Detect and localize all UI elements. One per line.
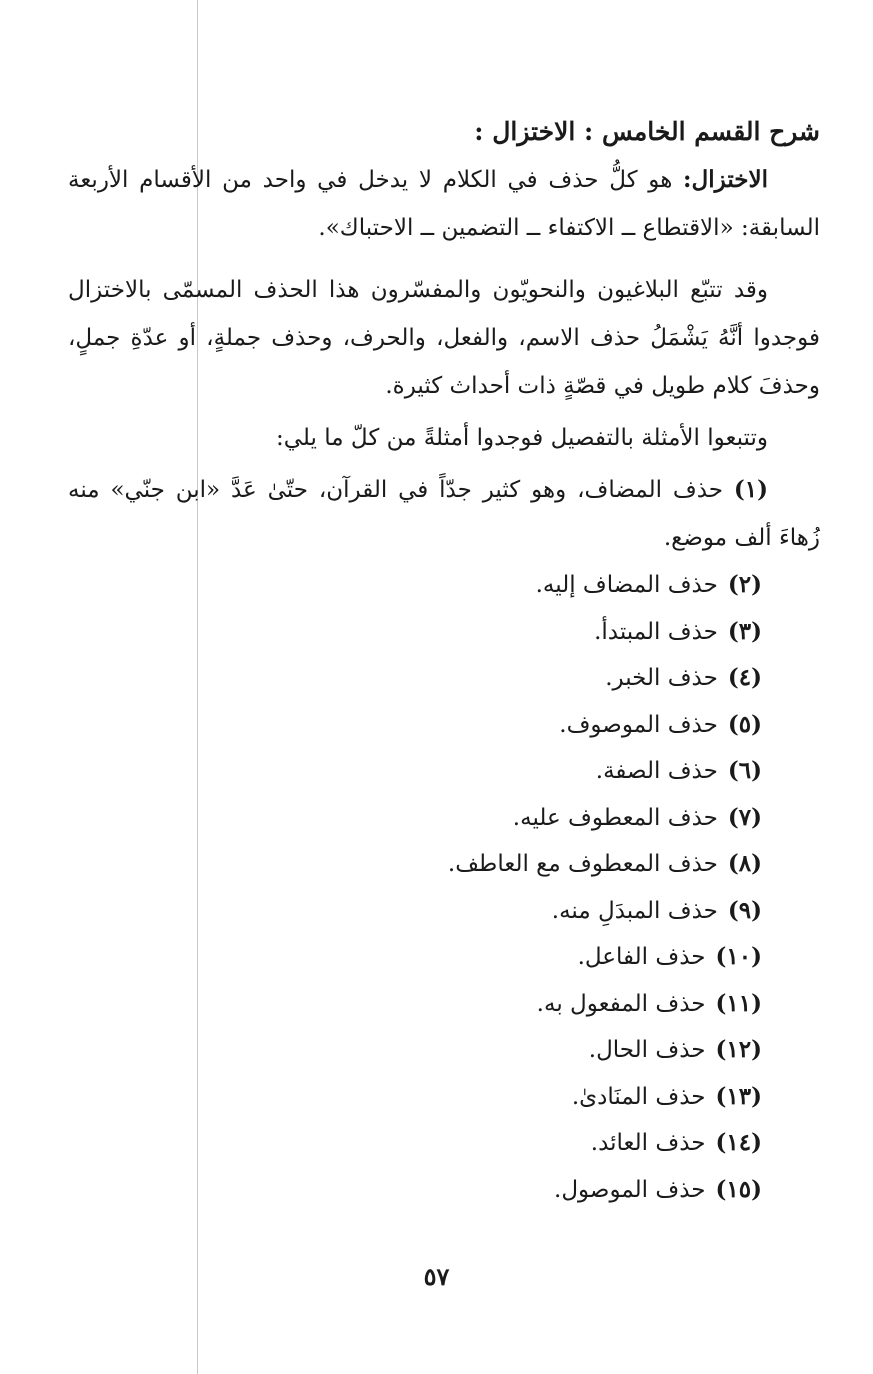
list-item-number: (٥) xyxy=(727,710,762,738)
list-item-text: حذف الحال. xyxy=(588,1037,706,1063)
list-item-number: (١٥) xyxy=(715,1175,762,1203)
list-item-number: (٦) xyxy=(727,757,762,784)
page-content xyxy=(68,108,820,1213)
list-item-text: حذف المفعول به. xyxy=(536,990,706,1017)
list-item-text: حذف الفاعل. xyxy=(577,944,706,970)
list-item-number: (٤) xyxy=(727,664,762,691)
list-item-number: (٣) xyxy=(727,617,762,645)
list-item-text: حذف المبتدأ. xyxy=(594,618,718,645)
list-item-text: حذف المعطوف عليه. xyxy=(512,804,718,831)
list-item xyxy=(68,562,762,609)
list-item xyxy=(68,1120,762,1167)
list-item-number: (٨) xyxy=(727,850,762,877)
list-item xyxy=(68,981,762,1028)
list-item xyxy=(68,1074,762,1121)
list-item-text: حذف الصفة. xyxy=(595,758,718,784)
list-item-text: حذف الخبر. xyxy=(605,665,718,691)
list-item xyxy=(68,748,762,795)
page-number: ٥٧ xyxy=(423,1262,450,1291)
list-item-first xyxy=(68,466,820,562)
list-item-number: (٩) xyxy=(727,896,762,924)
list-item-number: (١٣) xyxy=(715,1082,762,1110)
list-item-number: (١٤) xyxy=(715,1129,762,1156)
list-item-text: حذف المبدَلِ منه. xyxy=(551,897,718,924)
list-item-text: حذف المعطوف مع العاطف. xyxy=(447,851,718,877)
list-item-number: (١٢) xyxy=(715,1036,762,1063)
list-item xyxy=(68,1167,762,1214)
definition-text: هو كلُّ حذف في الكلام لا يدخل في واحد من الأقسام الأربعة السابقة: «الاقتطاع ــ الاكتفاء ــ التضمين ــ الاحتباك». xyxy=(68,167,820,241)
list-item-number: (١١) xyxy=(715,989,762,1017)
definition-paragraph xyxy=(68,156,820,252)
list-item xyxy=(68,655,762,702)
list-item xyxy=(68,934,762,981)
list-item xyxy=(68,888,762,935)
list-item xyxy=(68,1027,762,1074)
list-item xyxy=(68,609,762,656)
omission-list xyxy=(68,562,820,1213)
definition-term: الاختزال: xyxy=(683,166,768,193)
list-item-number: (٧) xyxy=(727,803,762,831)
list-item-text: حذف المنَادىٰ. xyxy=(571,1083,706,1110)
list-item-text: حذف المضاف إليه. xyxy=(535,572,718,598)
survey-paragraph: وقد تتبّع البلاغيون والنحويّون والمفسّرون هذا الحذف المسمّى بالاختزال فوجدوا أنَّهُ يَشْمَلُ حذف الاسم، والفعل، والحرف، وحذف جملةٍ، أو عدّةِ جملٍ، وحذفَ كلام طويل في قصّةٍ ذات أحداث كثيرة. xyxy=(68,277,820,399)
list-item-text: حذف الموصوف. xyxy=(559,711,718,738)
list-item-number: (٢) xyxy=(727,571,762,598)
list-item xyxy=(68,841,762,888)
list-item-text: حذف العائد. xyxy=(590,1130,706,1156)
list-item-text: حذف الموصول. xyxy=(554,1176,706,1203)
list-item-number: (١٠) xyxy=(715,943,762,970)
list-item xyxy=(68,795,762,842)
list-item xyxy=(68,702,762,749)
section-heading: شرح القسم الخامس : الاختزال : xyxy=(474,117,820,146)
examples-intro-paragraph: وتتبعوا الأمثلة بالتفصيل فوجدوا أمثلةً من كلّ ما يلي: xyxy=(276,425,768,451)
list-item-number: (١) xyxy=(733,476,768,503)
list-item-text: حذف المضاف، وهو كثير جدّاً في القرآن، حتّىٰ عَدَّ «ابن جنّي» منه زُهاءَ ألف موضع. xyxy=(68,477,820,551)
